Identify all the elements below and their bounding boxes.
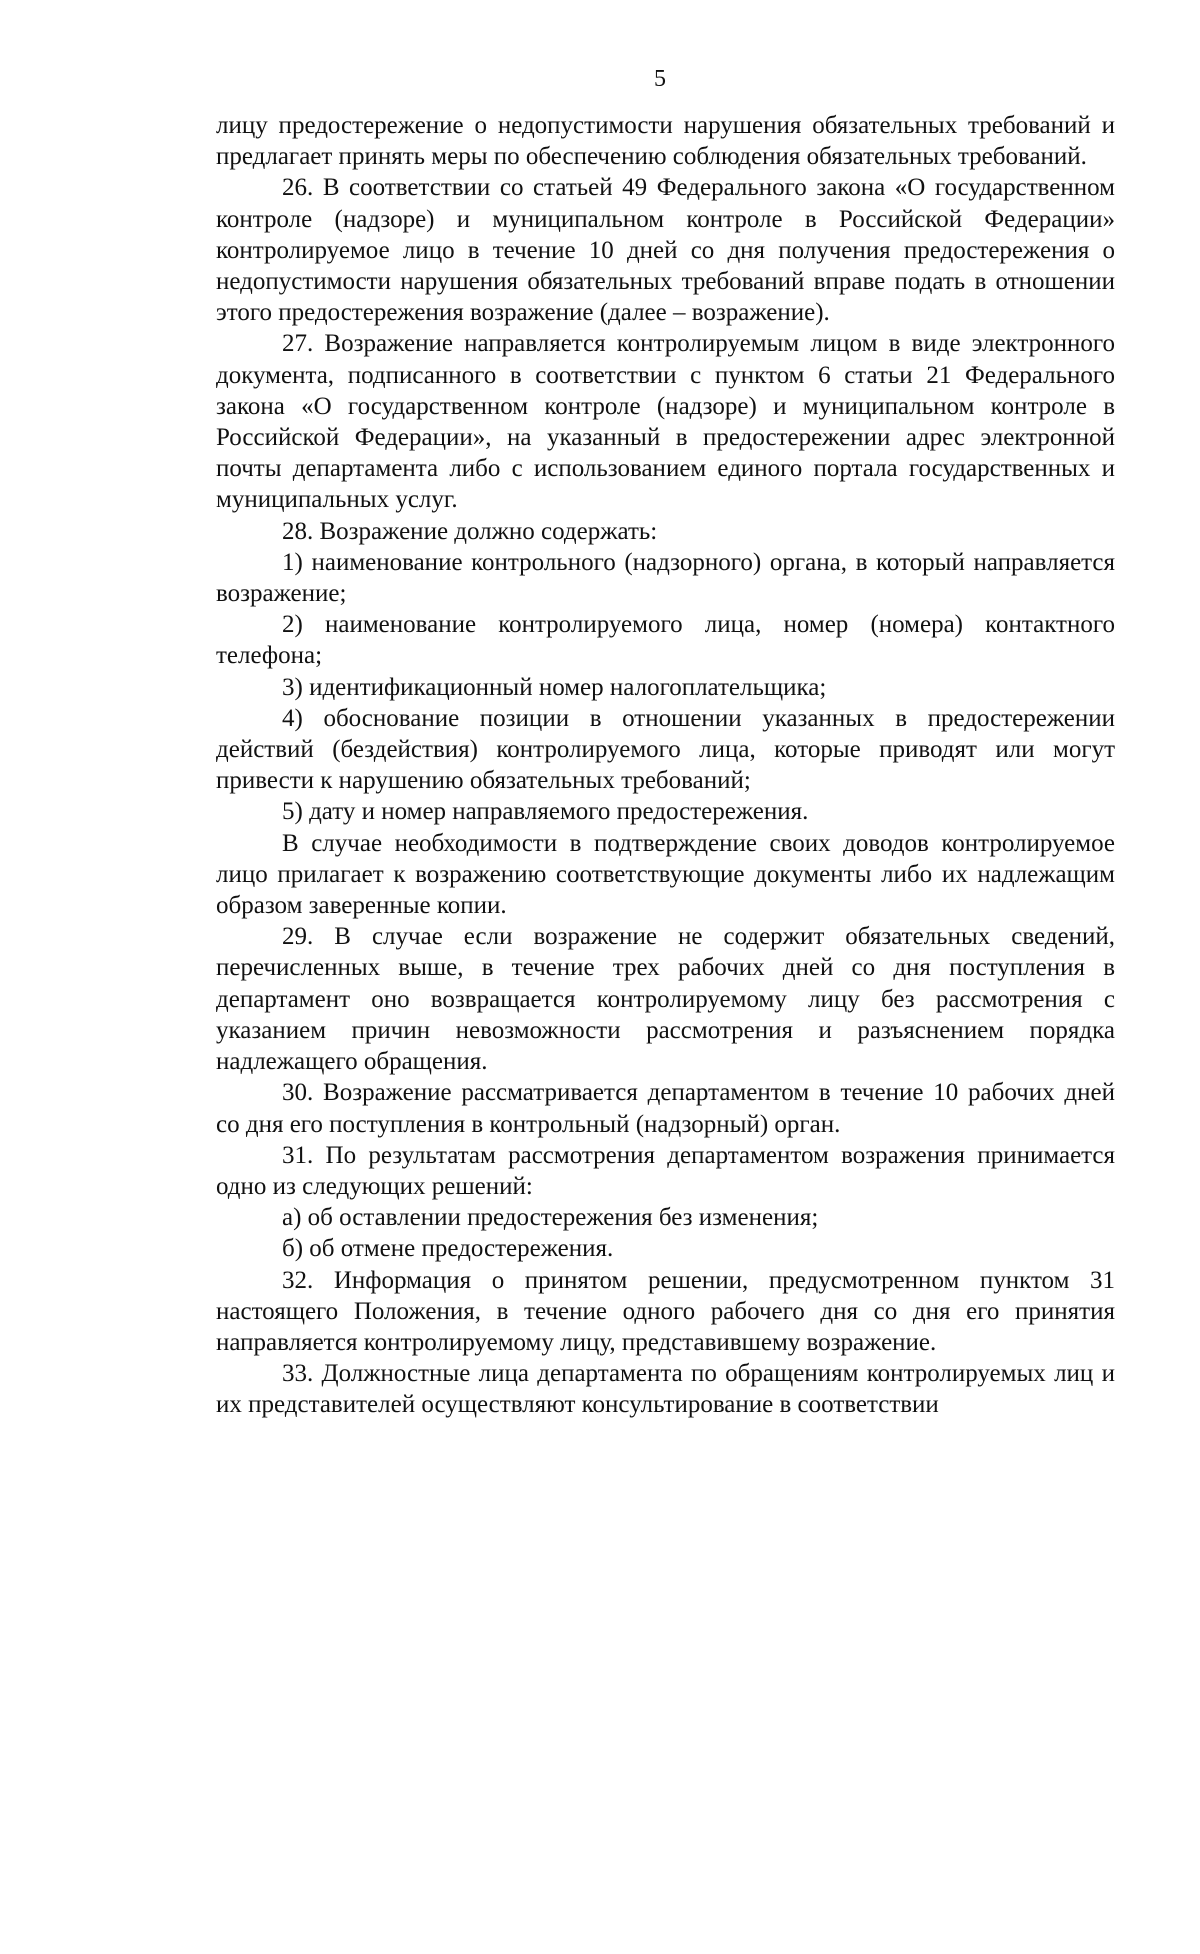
list-item-4: 4) обоснование позиции в отношении указанных в предостережении действий (бездействия) контролируемого лица, которые приводят или могут привести к нарушению обязательных требований;: [216, 704, 1115, 795]
list-item-2: 2) наименование контролируемого лица, номер (номера) контактного телефона;: [216, 611, 1115, 670]
paragraph-27: 27. Возражение направляется контролируемым лицом в виде электронного документа, подписанного в соответствии с пунктом 6 статьи 21 Федерального закона «О государственном контроле (надзоре) и муниципальном контроле в Российской Федерации», на указанный в предостережении адрес электронной почты департамента либо с использованием единого портала государственных и муниципальных услуг.: [216, 330, 1115, 514]
paragraph-31: 31. По результатам рассмотрения департаментом возражения принимается одно из следующих решений:: [216, 1141, 1115, 1200]
list-item-b: б) об отмене предостережения.: [282, 1235, 614, 1263]
paragraph-32: 32. Информация о принятом решении, предусмотренном пунктом 31 настоящего Положения, в течение одного рабочего дня со дня его принятия направляется контролируемому лицу, представившему возражение.: [216, 1266, 1115, 1356]
page-number: 5: [654, 66, 666, 92]
list-item-1: 1) наименование контрольного (надзорного) органа, в который направляется возражение;: [216, 548, 1115, 608]
list-item-5: 5) дату и номер направляемого предостережения.: [282, 798, 809, 826]
paragraph-26: 26. В соответствии со статьей 49 Федерального закона «О государственном контроле (надзоре) и муниципальном контроле в Российской Федерации» контролируемое лицо в течение 10 дней со дня получения предостережения о недопустимости нарушения обязательных требований вправе подать в отношении этого предостережения возражение (далее – возражение).: [216, 174, 1115, 327]
paragraph-attachments: В случае необходимости в подтверждение своих доводов контролируемое лицо прилагает к возражению соответствующие документы либо их надлежащим образом заверенные копии.: [216, 829, 1115, 920]
list-item-3: 3) идентификационный номер налогоплательщика;: [282, 673, 827, 701]
document-body: [216, 110, 1115, 1421]
paragraph-28: 28. Возражение должно содержать:: [282, 517, 658, 545]
paragraph-30: 30. Возражение рассматривается департаментом в течение 10 рабочих дней со дня его поступления в контрольный (надзорный) орган.: [216, 1079, 1115, 1138]
list-item-a: а) об оставлении предостережения без изменения;: [282, 1204, 819, 1232]
paragraph-29: 29. В случае если возражение не содержит обязательных сведений, перечисленных выше, в течение трех рабочих дней со дня поступления в департамент оно возвращается контролируемому лицу без рассмотрения с указанием причин невозможности рассмотрения и разъяснением порядка надлежащего обращения.: [216, 923, 1115, 1076]
paragraph-33: 33. Должностные лица департамента по обращениям контролируемых лиц и их представителей осуществляют консультирование в соответствии: [216, 1360, 1115, 1419]
paragraph-continuation: лицу предостережение о недопустимости нарушения обязательных требований и предлагает принять меры по обеспечению соблюдения обязательных требований.: [216, 112, 1115, 171]
